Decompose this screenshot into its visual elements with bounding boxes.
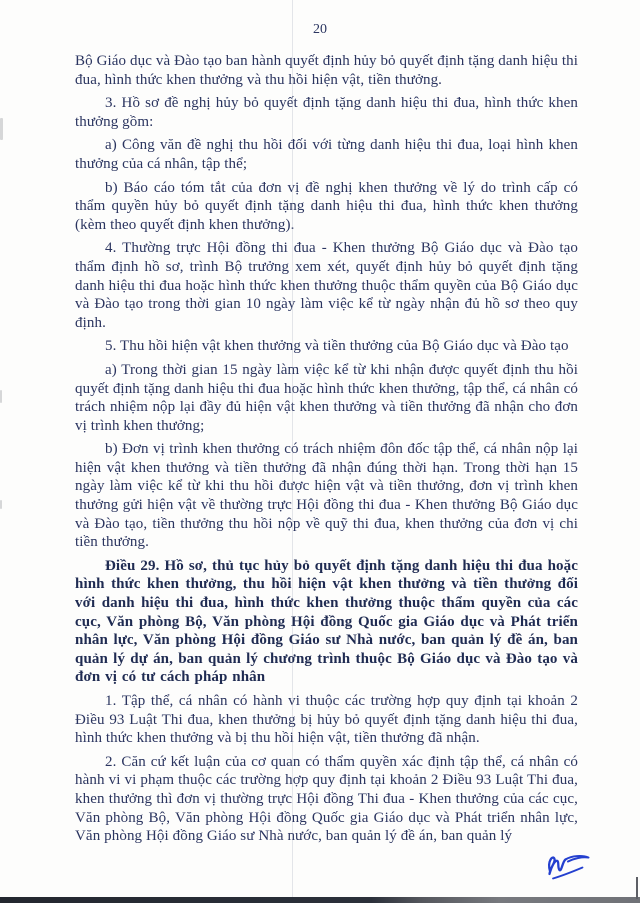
article-29-heading: Điều 29. Hồ sơ, thủ tục hủy bỏ quyết định tặng danh hiệu thi đua hoặc hình thức khen thưởng, thu hồi hiện vật khen thưởng và tiền thưởng đối với danh hiệu thi đua, hình thức khen thưởng thuộc thẩm quyền của các cục, Văn phòng Bộ, Văn phòng Hội đồng Quốc gia Giáo dục và Phát triển nhân lực, Văn phòng Hội đồng Giáo sư Nhà nước, ban quản lý đề án, ban quản lý dự án, ban quản lý chương trình thuộc Bộ Giáo dục và Đào tạo và đơn vị có tư cách pháp nhân bbox=[75, 557, 578, 686]
item-5a: a) Trong thời gian 15 ngày làm việc kể từ khi nhận được quyết định thu hồi quyết định tặng danh hiệu thi đua hoặc hình thức khen thưởng, tập thể, cá nhân có trách nhiệm nộp lại đầy đủ hiện vật khen thưởng và tiền thưởng đã nhận cho đơn vị trình khen thưởng; bbox=[75, 361, 578, 434]
clause-5: 5. Thu hồi hiện vật khen thưởng và tiền thưởng của Bộ Giáo dục và Đào tạo bbox=[105, 338, 569, 355]
scan-edge-smudge bbox=[0, 500, 2, 509]
scan-right-edge-mark bbox=[636, 877, 638, 899]
scan-edge-smudge bbox=[0, 118, 3, 140]
clause-4: 4. Thường trực Hội đồng thi đua - Khen thưởng Bộ Giáo dục và Đào tạo thẩm định hồ sơ, trình Bộ trưởng xem xét, quyết định hủy bỏ quyết định tặng danh hiệu thi đua hoặc hình thức khen thưởng thuộc thẩm quyền của Bộ Giáo dục và Đào tạo trong thời gian 10 ngày làm việc kể từ ngày nhận đủ hồ sơ theo quy định. bbox=[75, 240, 578, 331]
item-5b: b) Đơn vị trình khen thưởng có trách nhiệm đôn đốc tập thể, cá nhân nộp lại hiện vật khen thưởng và tiền thưởng đã nhận đúng thời hạn. Trong thời hạn 15 ngày làm việc kể từ khi thu hồi được hiện vật và tiền thưởng, đơn vị trình khen thưởng gửi hiện vật về thường trực Hội đồng thi đua - Khen thưởng Bộ Giáo dục và Đào tạo, tiền thưởng thu hồi nộp về quỹ thi đua, khen thưởng của đơn vị chi tiền thưởng. bbox=[75, 441, 578, 551]
signature-initials-icon bbox=[536, 852, 594, 884]
page-number: 20 bbox=[313, 22, 327, 37]
handwritten-initials-signature bbox=[536, 852, 594, 884]
scan-bottom-edge-bar bbox=[0, 897, 640, 903]
clause-2: 2. Căn cứ kết luận của cơ quan có thẩm quyền xác định tập thể, cá nhân có hành vi vi phạm thuộc các trường hợp quy định tại khoản 2 Điều 93 Luật Thi đua, khen thưởng thì đơn vị thường trực Hội đồng Thi đua - Khen thưởng của các cục, Văn phòng Bộ, Văn phòng Hội đồng Quốc gia Giáo dục và Phát triển nhân lực, Văn phòng Hội đồng Giáo sư Nhà nước, ban quản lý đề án, ban quản lý bbox=[75, 753, 578, 845]
clause-1: 1. Tập thể, cá nhân có hành vi thuộc các trường hợp quy định tại khoản 2 Điều 93 Luật Thi đua, khen thưởng bị hủy bỏ quyết định tặng danh hiệu thi đua, hình thức khen thưởng và bị thu hồi hiện vật, tiền thưởng đã nhận. bbox=[75, 693, 578, 747]
scan-edge-smudge bbox=[0, 390, 2, 403]
item-3a: a) Công văn đề nghị thu hồi đối với từng danh hiệu thi đua, loại hình khen thưởng của cá nhân, tập thể; bbox=[75, 137, 578, 172]
item-3b: b) Báo cáo tóm tắt của đơn vị đề nghị khen thưởng về lý do trình cấp có thẩm quyền hủy bỏ quyết định tặng danh hiệu thi đua, hình thức khen thưởng (kèm theo quyết định khen thưởng). bbox=[75, 179, 578, 233]
clause-3: 3. Hồ sơ đề nghị hủy bỏ quyết định tặng danh hiệu thi đua, hình thức khen thưởng gồm: bbox=[75, 95, 578, 130]
document-body bbox=[75, 52, 578, 851]
paragraph-continuation: Bộ Giáo dục và Đào tạo ban hành quyết định hủy bỏ quyết định tặng danh hiệu thi đua, hình thức khen thưởng và thu hồi hiện vật, tiền thưởng. bbox=[75, 53, 578, 88]
